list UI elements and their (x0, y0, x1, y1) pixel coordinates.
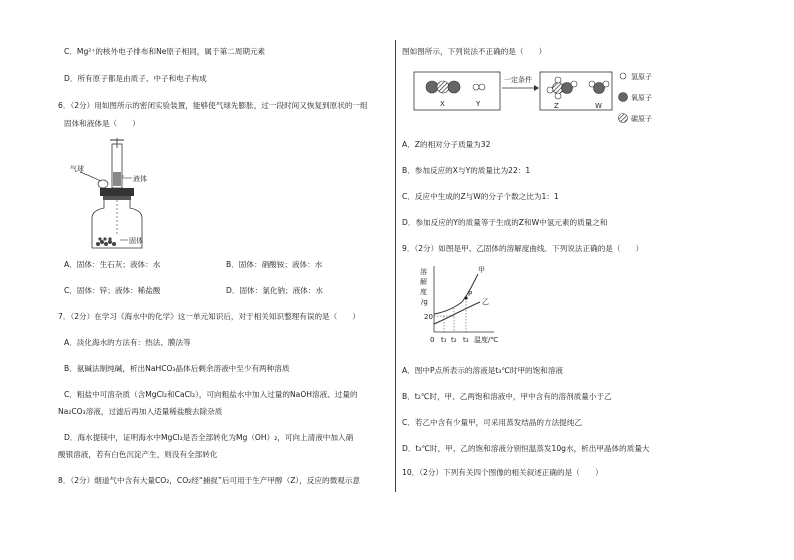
q8-reaction-figure (400, 66, 670, 128)
ylabel-char-2: 解 (420, 278, 427, 286)
y-tick-20: 20 (424, 313, 433, 321)
legend-hydrogen: 氢原子 (631, 73, 652, 81)
label-jia: 甲 (478, 266, 485, 274)
q9-option-d: D．t₃℃时，甲、乙的饱和溶液分别恒温蒸发10g水，析出甲晶体的质量大 (402, 444, 650, 453)
q9-option-a: A．图中P点所表示的溶液是t₃℃时甲的饱和溶液 (402, 366, 564, 375)
q6-option-a: A．固体：生石灰；液体：水 (64, 260, 161, 269)
q9-option-c: C．若乙中含有少量甲，可采用蒸发结晶的方法提纯乙 (402, 418, 582, 427)
q8-stem-line2: 图如图所示，下列说法不正确的是（ ） (402, 47, 547, 56)
x-tick-t3: t₃ (463, 336, 469, 344)
q9-stem: 9．（2分）如图是甲、乙固体的溶解度曲线．下列说法正确的是（ ） (402, 244, 644, 253)
balloon (98, 180, 108, 188)
q6-option-c: C．固体：锌；液体：稀盐酸 (64, 286, 161, 295)
label-y: Y (476, 100, 481, 108)
q7-option-d-line1: D．海水提镁中，证明海水中MgCl₂是否全部转化为Mg（OH）₂，可向上清液中加入硝 (64, 433, 354, 442)
q7-option-c-line2: Na₂CO₃溶液，过滤后再加入适量稀盐酸去除杂质 (58, 407, 223, 416)
q8-option-c: C．反应中生成的Z与W的分子个数之比为1：1 (402, 192, 559, 201)
q7-stem: 7．（2分）在学习《海水中的化学》这一单元知识后，对于相关知识整理有误的是（ ） (58, 312, 361, 321)
ylabel-char-3: 度 (420, 288, 427, 296)
x-tick-t1: t₁ (441, 336, 447, 344)
q6-option-d: D．固体：氯化钠；液体：水 (226, 286, 323, 295)
label-w: W (595, 102, 602, 110)
x-tick-0: 0 (430, 336, 435, 344)
q7-option-d-line2: 酸银溶液，若有白色沉淀产生，则没有全部转化 (58, 450, 218, 459)
q8-option-d: D．参加反应的Y的质量等于生成的Z和W中氢元素的质量之和 (402, 218, 608, 227)
legend-hydrogen-symbol (620, 73, 626, 79)
x-axis-label: 温度/℃ (474, 336, 499, 344)
q5-option-d: D．所有原子都是由质子、中子和电子构成 (64, 74, 207, 83)
q7-option-b: B．氨碱法制纯碱，析出NaHCO₃晶体后剩余溶液中至少有两种溶质 (64, 364, 290, 373)
q8-option-a: A．Z的相对分子质量为32 (402, 140, 491, 149)
q7-option-a: A．淡化海水的方法有：热法、膜法等 (64, 338, 191, 347)
label-balloon: 气球 (70, 165, 84, 173)
label-z: Z (554, 102, 559, 110)
q6-stem-line1: 6．（2分）用如图所示的密闭实验装置，能够使气球先膨胀，过一段时间又恢复到原状的一组 (58, 101, 368, 110)
ylabel-char-1: 溶 (420, 268, 427, 276)
x-tick-t2: t₂ (451, 336, 457, 344)
label-solid: 固体 (129, 237, 143, 245)
q10-stem: 10．（2分）下列有关四个图像的相关叙述正确的是（ ） (402, 468, 603, 477)
q8-stem-line1: 8．（2分）烟道气中含有大量CO₂，CO₂经“捕捉”后可用于生产甲醇（Z），反应的微观示意 (58, 476, 360, 485)
label-p: P (468, 290, 473, 298)
q9-option-b: B．t₂℃时，甲、乙两饱和溶液中，甲中含有的溶剂质量小于乙 (402, 392, 612, 401)
q6-apparatus-figure (70, 138, 200, 250)
column-divider (395, 40, 396, 492)
ylabel-unit: /g (421, 298, 428, 306)
q6-option-b: B．固体：硝酸铵；液体：水 (226, 260, 323, 269)
q9-solubility-chart (418, 262, 528, 348)
syringe-liquid (113, 172, 121, 186)
legend-oxygen: 氧原子 (631, 94, 652, 102)
q5-option-c: C．Mg²⁺的核外电子排布和Ne原子相同，属于第二周期元素 (64, 47, 266, 56)
q6-stem-line2: 固体和液体是（ ） (64, 119, 140, 128)
legend-carbon: 碳原子 (631, 115, 652, 123)
label-x: X (440, 100, 445, 108)
reaction-condition: 一定条件 (504, 76, 532, 84)
label-liquid: 液体 (133, 175, 147, 183)
q7-option-c-line1: C．粗盐中可溶杂质（含MgCl₂和CaCl₂），可向粗盐水中加入过量的NaOH溶液、过量的 (64, 390, 358, 399)
legend-carbon-symbol (619, 114, 628, 123)
label-yi: 乙 (482, 298, 489, 306)
rubber-stopper (100, 188, 134, 196)
legend-oxygen-symbol (619, 93, 628, 102)
q8-option-b: B．参加反应的X与Y的质量比为22：1 (402, 166, 531, 175)
